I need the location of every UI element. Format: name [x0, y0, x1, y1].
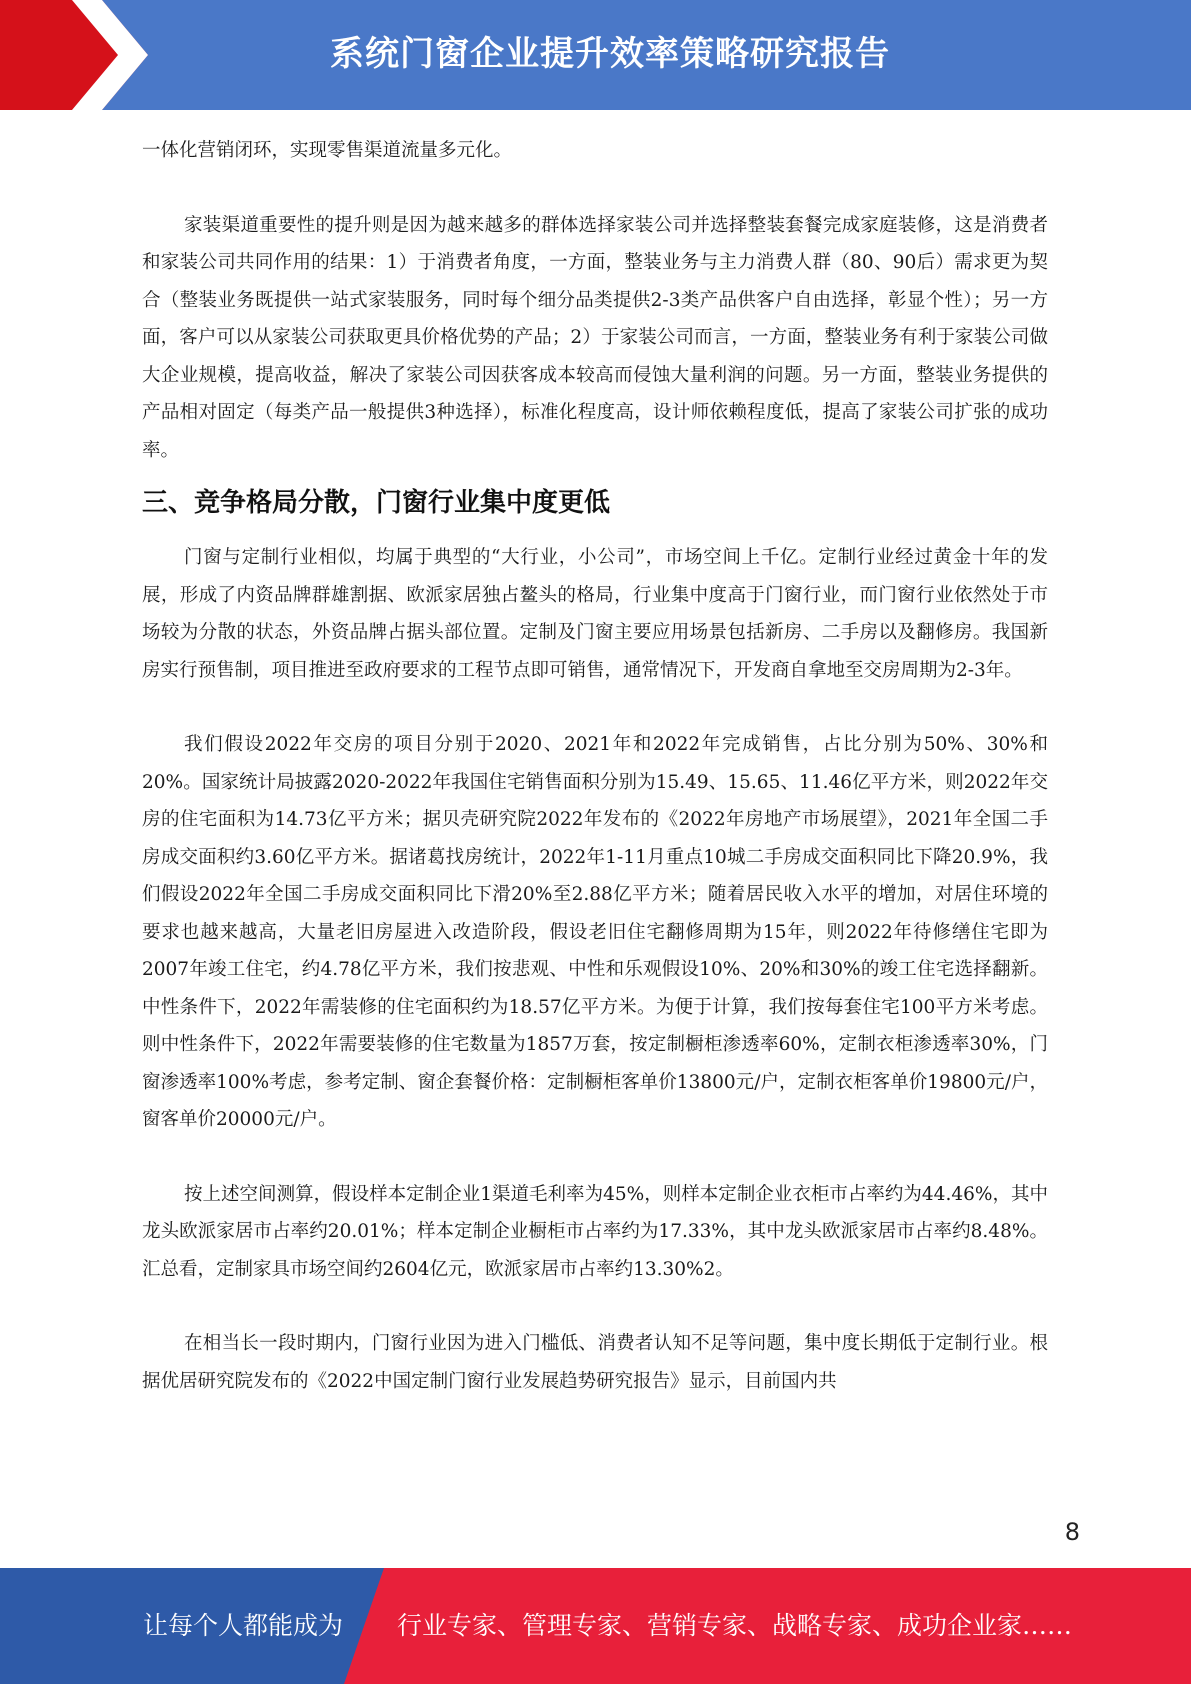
footer-slogan-right: 行业专家、管理专家、营销专家、战略专家、成功企业家…… [397, 1611, 1073, 1640]
page-footer [0, 1568, 1191, 1684]
paragraph-market-estimation: 我们假设2022年交房的项目分别于2020、2021年和2022年完成销售，占比分别为50%、30%和20%。国家统计局披露2020-2022年我国住宅销售面积分别为15.49、15.65、11.46亿平方米，则2022年交房的住宅面积为14.73亿平方米；据贝壳研究院2022年发布的《2022年房地产市场展望》，2021年全国二手房成交面积约3.60亿平方米。据诸葛找房统计，2022年1-11月重点10城二手房成交面积同比下降20.9%，我们假设2022年全国二手房成交面积同比下滑20%至2.88亿平方米；随着居民收入水平的增加，对居住环境的要求也越来越高，大量老旧房屋进入改造阶段，假设老旧住宅翻修周期为15年，则2022年待修缮住宅即为2007年竣工住宅，约4.78亿平方米，我们按悲观、中性和乐观假设10%、20%和30%的竣工住宅选择翻新。中性条件下，2022年需装修的住宅面积约为18.57亿平方米。为便于计算，我们按每套住宅100平方米考虑。则中性条件下，2022年需要装修的住宅数量为1857万套，按定制橱柜渗透率60%，定制衣柜渗透率30%，门窗渗透率100%考虑，参考定制、窗企套餐价格：定制橱柜客单价13800元/户，定制衣柜客单价19800元/户，窗客单价20000元/户。 [142, 734, 1048, 1130]
page-number: 8 [1064, 1518, 1080, 1546]
paragraph-concentration: 在相当长一段时期内，门窗行业因为进入门槛低、消费者认知不足等问题，集中度长期低于定制行业。根据优居研究院发布的《2022中国定制门窗行业发展趋势研究报告》显示，目前国内共 [142, 1333, 1048, 1392]
page-header [0, 0, 1191, 110]
paragraph-industry-structure: 门窗与定制行业相似，均属于典型的“大行业，小公司”，市场空间上千亿。定制行业经过黄金十年的发展，形成了内资品牌群雄割据、欧派家居独占鳌头的格局，行业集中度高于门窗行业，而门窗行业依然处于市场较为分散的状态，外资品牌占据头部位置。定制及门窗主要应用场景包括新房、二手房以及翻修房。我国新房实行预售制，项目推进至政府要求的工程节点即可销售，通常情况下，开发商自拿地至交房周期为2-3年。 [142, 547, 1048, 681]
paragraph-home-decoration-channel: 家装渠道重要性的提升则是因为越来越多的群体选择家装公司并选择整装套餐完成家庭装修，这是消费者和家装公司共同作用的结果：1）于消费者角度，一方面，整装业务与主力消费人群（80、90后）需求更为契合（整装业务既提供一站式家装服务，同时每个细分品类提供2-3类产品供客户自由选择，彰显个性）；另一方面，客户可以从家装公司获取更具价格优势的产品；2）于家装公司而言，一方面，整装业务有利于家装公司做大企业规模，提高收益，解决了家装公司因获客成本较高而侵蚀大量利润的问题。另一方面，整装业务提供的产品相对固定（每类产品一般提供3种选择），标准化程度高，设计师依赖程度低，提高了家装公司扩张的成功率。 [142, 214, 1048, 461]
section-heading-competition: 三、竞争格局分散，门窗行业集中度更低 [142, 488, 611, 518]
page-content [142, 132, 1048, 1400]
paragraph-marketing-loop: 一体化营销闭环，实现零售渠道流量多元化。 [142, 140, 513, 161]
paragraph-market-share: 按上述空间测算，假设样本定制企业1渠道毛利率为45%，则样本定制企业衣柜市占率约为44.46%，其中龙头欧派家居市占率约20.01%；样本定制企业橱柜市占率约为17.33%，其中龙头欧派家居市占率约8.48%。汇总看，定制家具市场空间约2604亿元，欧派家居市占率约13.30%2。 [142, 1183, 1048, 1280]
report-title: 系统门窗企业提升效率策略研究报告 [330, 34, 890, 74]
footer-slogan-left: 让每个人都能成为 [143, 1611, 344, 1640]
